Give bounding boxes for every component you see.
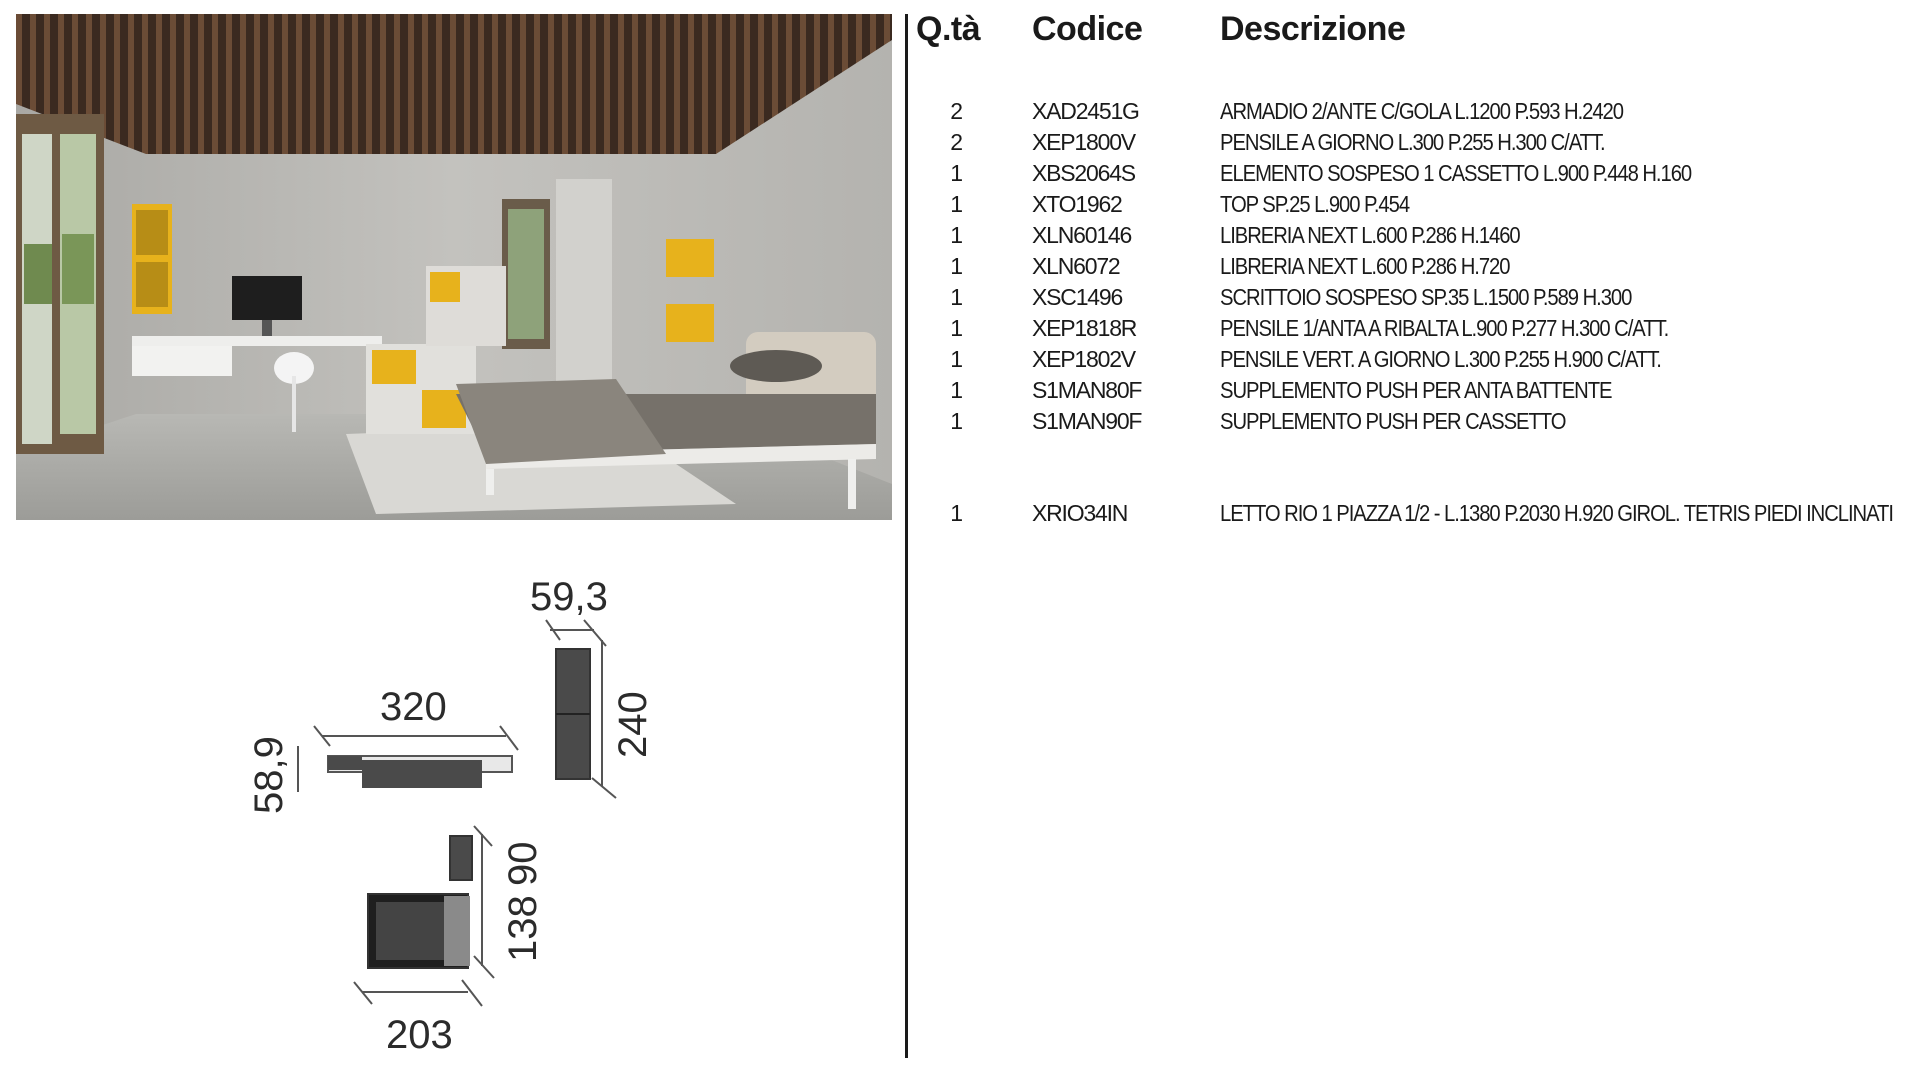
table-row: 1 XLN60146 LIBRERIA NEXT L.600 P.286 H.1460: [950, 222, 1520, 248]
table-row: 1 XEP1802V PENSILE VERT. A GIORNO L.300 P.255 H.900 C/ATT.: [950, 346, 1661, 372]
dim-wardrobe-height: 240: [611, 691, 655, 758]
column-divider: [905, 14, 908, 1058]
dim-desk-width: 320: [380, 685, 447, 729]
table-row: 1 XEP1818R PENSILE 1/ANTA A RIBALTA L.900 P.277 H.300 C/ATT.: [950, 315, 1669, 341]
header-qty: Q.tà: [916, 10, 981, 48]
table-row: 1 S1MAN90F SUPPLEMENTO PUSH PER CASSETTO: [950, 408, 1566, 434]
table-row: 1 XBS2064S ELEMENTO SOSPESO 1 CASSETTO L.900 P.448 H.160: [950, 160, 1692, 186]
plan-nightstand: [450, 836, 472, 880]
plan-wardrobe: [546, 620, 616, 798]
dim-desk-depth: 58,9: [247, 736, 291, 814]
dim-bed-side: 138: [501, 895, 545, 962]
header-code: Codice: [1032, 10, 1143, 48]
table-row: 2 XAD2451G ARMADIO 2/ANTE C/GOLA L.1200 P.593 H.2420: [950, 98, 1623, 124]
table-row: 2 XEP1800V PENSILE A GIORNO L.300 P.255 H.300 C/ATT.: [950, 129, 1605, 155]
table-row: 1 XTO1962 TOP SP.25 L.900 P.454: [950, 191, 1410, 217]
dim-nightstand: 90: [501, 841, 545, 886]
floor-plan-diagram: [230, 560, 710, 1070]
room-photo: [16, 14, 892, 520]
dim-wardrobe-depth: 59,3: [530, 575, 608, 619]
table-row-bed: 1 XRIO34IN LETTO RIO 1 PIAZZA 1/2 - L.1380 P.2030 H.920 GIROL. TETRIS PIEDI INCLINATI: [950, 500, 1893, 526]
table-row: 1 S1MAN80F SUPPLEMENTO PUSH PER ANTA BATTENTE: [950, 377, 1612, 403]
dim-bed-width: 203: [386, 1013, 453, 1057]
table-row: 1 XLN6072 LIBRERIA NEXT L.600 P.286 H.720: [950, 253, 1510, 279]
plan-desk: [298, 726, 518, 792]
table-row: 1 XSC1496 SCRITTOIO SOSPESO SP.35 L.1500 P.589 H.300: [950, 284, 1632, 310]
header-description: Descrizione: [1220, 10, 1406, 48]
room-photo-illustration: [16, 14, 892, 520]
